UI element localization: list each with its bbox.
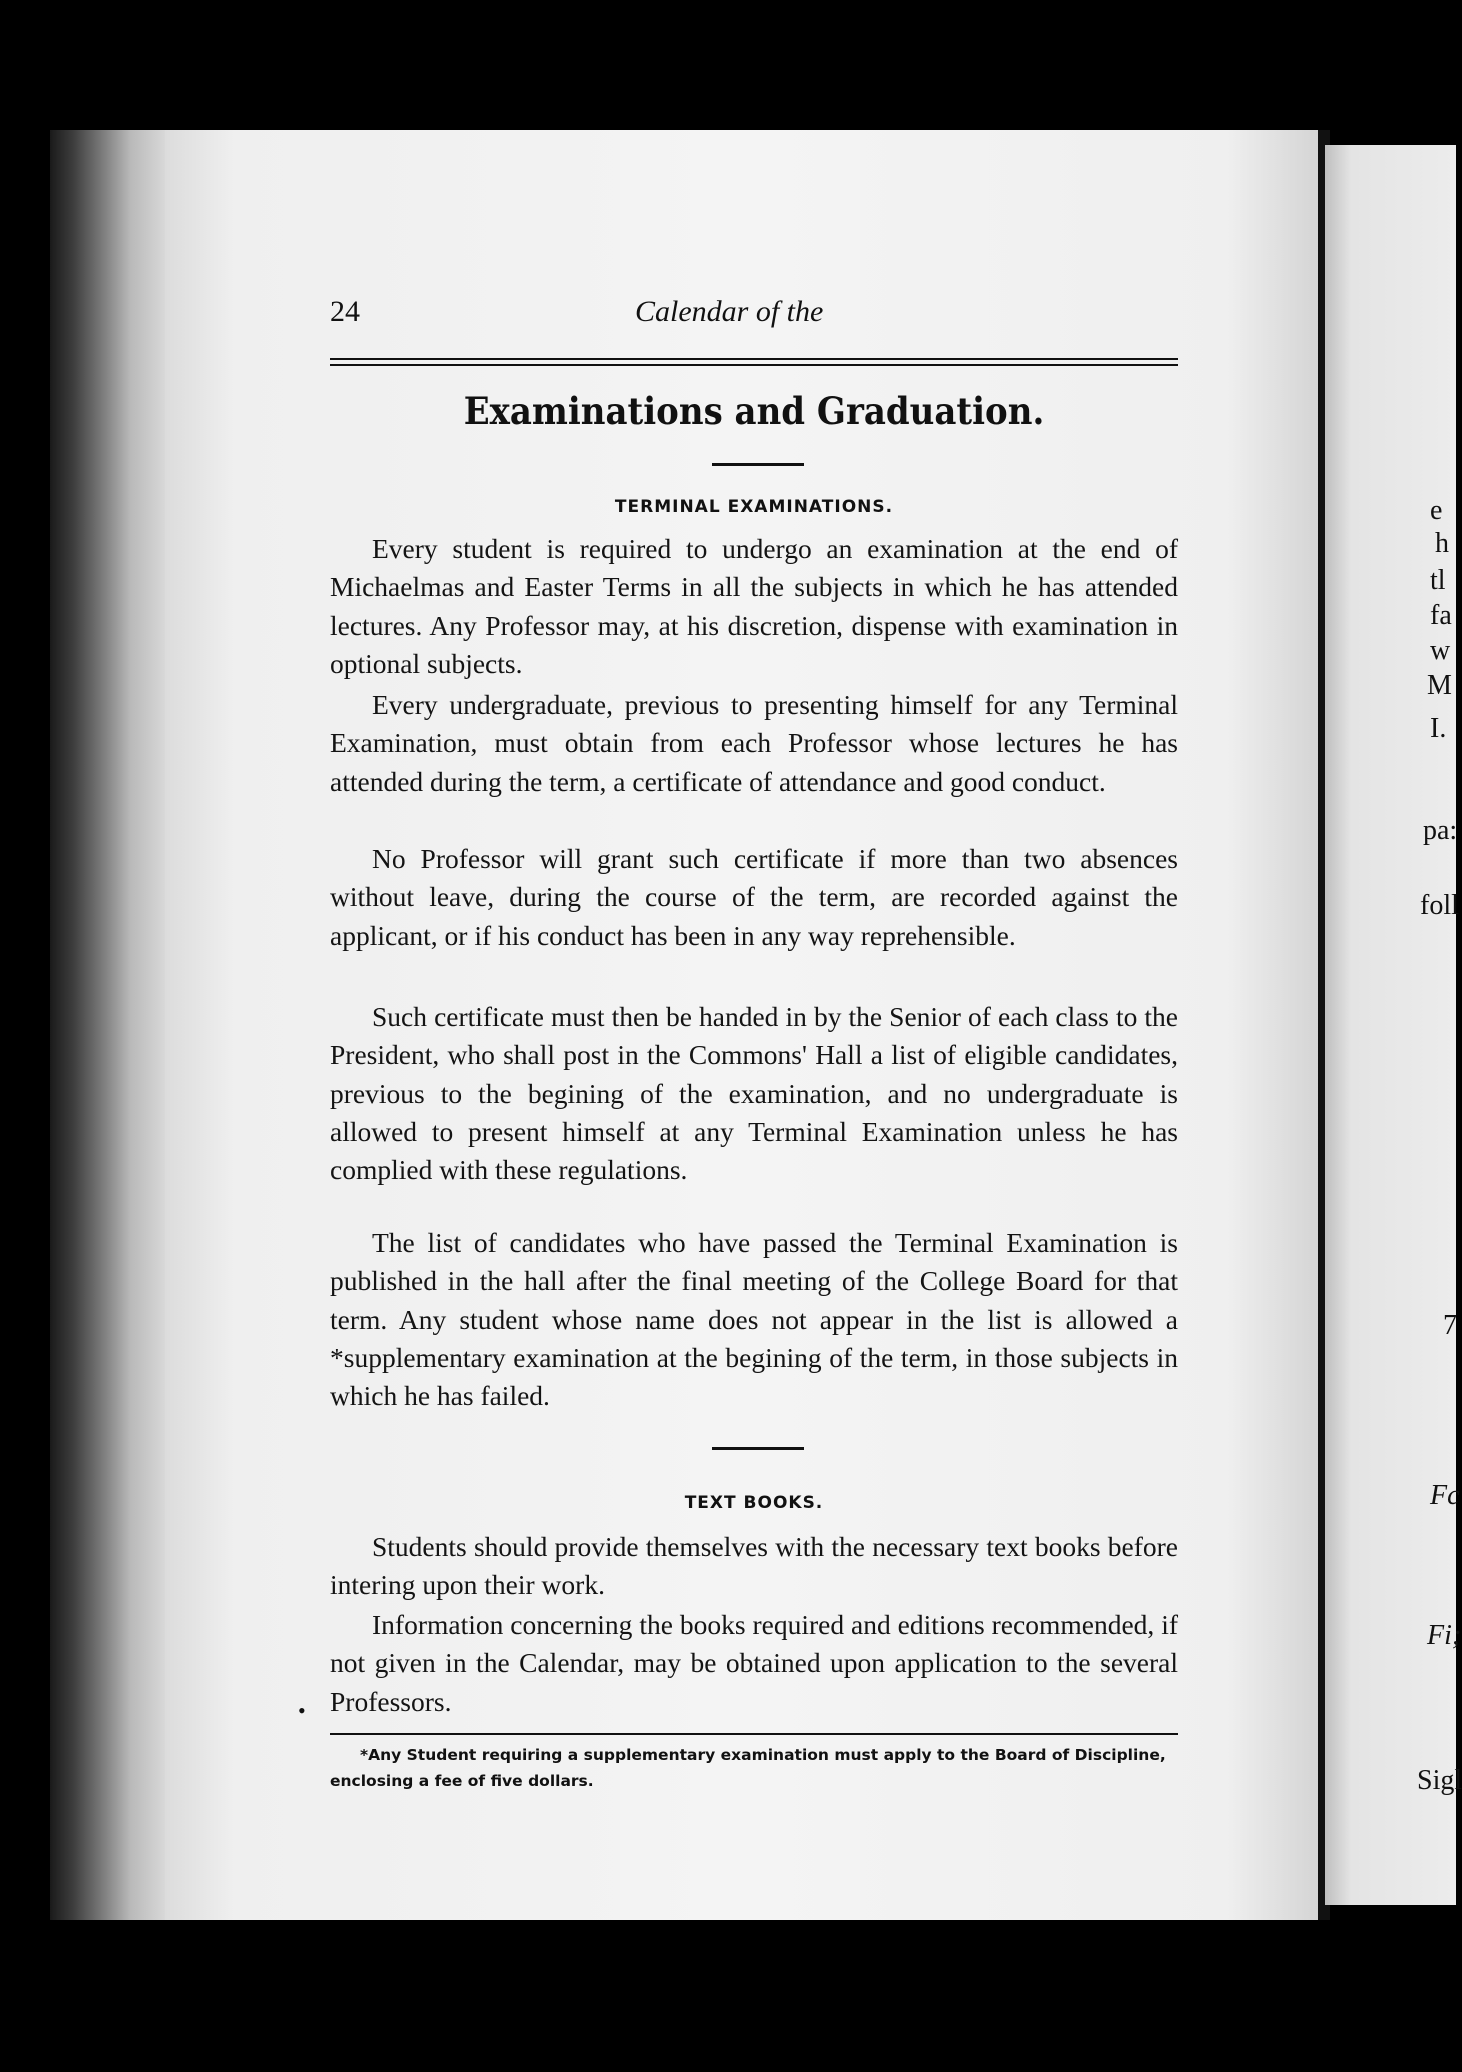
paragraph: Students should provide themselves with the necessary text books before intering upon their work. xyxy=(330,1531,1178,1601)
footnote-rule xyxy=(330,1733,1178,1735)
header-rule-top xyxy=(330,358,1178,360)
margin-mark: • xyxy=(298,1698,306,1723)
title-divider xyxy=(712,463,804,466)
section-heading-terminal: TERMINAL EXAMINATIONS. xyxy=(614,497,894,517)
right-page-fragment: tl xyxy=(1430,565,1446,596)
page-header xyxy=(330,295,1180,335)
right-page-fragment: 7 xyxy=(1443,1310,1457,1341)
paragraph: Every undergraduate, previous to presenting himself for any Terminal Examination, must obtain from each Professor whose lectures he has attended during the term, a certificate of attendance and good conduct. xyxy=(330,689,1178,797)
right-page-fragment: foll xyxy=(1420,890,1459,921)
book-spine xyxy=(50,130,165,1920)
paragraph: Every student is required to undergo an examination at the end of Michaelmas and Easter Terms in all the subjects in which he has attended lectures. Any Professor may, at his discretion, dispense with examination in optional subjects. xyxy=(330,533,1178,679)
page-number: 24 xyxy=(330,295,360,328)
paragraph: No Professor will grant such certificate if more than two absences without leave, during the course of the term, are recorded against the applicant, or if his conduct has been in any way reprehensible. xyxy=(330,843,1178,951)
right-page-fragment: w xyxy=(1430,635,1451,666)
right-page-fragment: Fc xyxy=(1430,1480,1460,1511)
right-page-fragment: fa xyxy=(1430,600,1452,631)
right-page-fragment: Sigl xyxy=(1417,1765,1462,1796)
right-page-fragment: h xyxy=(1435,528,1449,559)
header-rule-bottom xyxy=(330,364,1178,366)
running-title: Calendar of the xyxy=(635,295,824,328)
paragraph: Information concerning the books required and editions recommended, if not given in the Calendar, may be obtained upon application to the several Professors. xyxy=(330,1609,1178,1717)
right-page-fragment: I. xyxy=(1430,713,1447,744)
main-title: Examinations and Graduation. xyxy=(463,390,1045,434)
right-page-fragment: M xyxy=(1427,670,1452,701)
paragraph: The list of candidates who have passed the Terminal Examination is published in the hall after the final meeting of the College Board for that term. Any student whose name does not appear in the list is allowed a *supplementary examination at the begining of the term, in those subjects in which he has failed. xyxy=(330,1227,1178,1412)
section-divider xyxy=(712,1447,804,1450)
right-page-fragment: e xyxy=(1430,495,1443,526)
right-page-fragment: pa: xyxy=(1423,815,1458,846)
right-page-edge xyxy=(1325,145,1462,1905)
section-heading-text-books: TEXT BOOKS. xyxy=(684,1493,824,1513)
footnote: *Any Student requiring a supplementary examination must apply to the Board of Discipline, enclosing a fee of five dollars. xyxy=(330,1746,1166,1790)
paragraph: Such certificate must then be handed in by the Senior of each class to the President, who shall post in the Commons' Hall a list of eligible candidates, previous to the begining of the examination, and no undergraduate is allowed to present himself at any Terminal Examination unless he has complied with these regulations. xyxy=(330,1001,1178,1186)
right-page-fragment: Fi; xyxy=(1427,1620,1462,1651)
